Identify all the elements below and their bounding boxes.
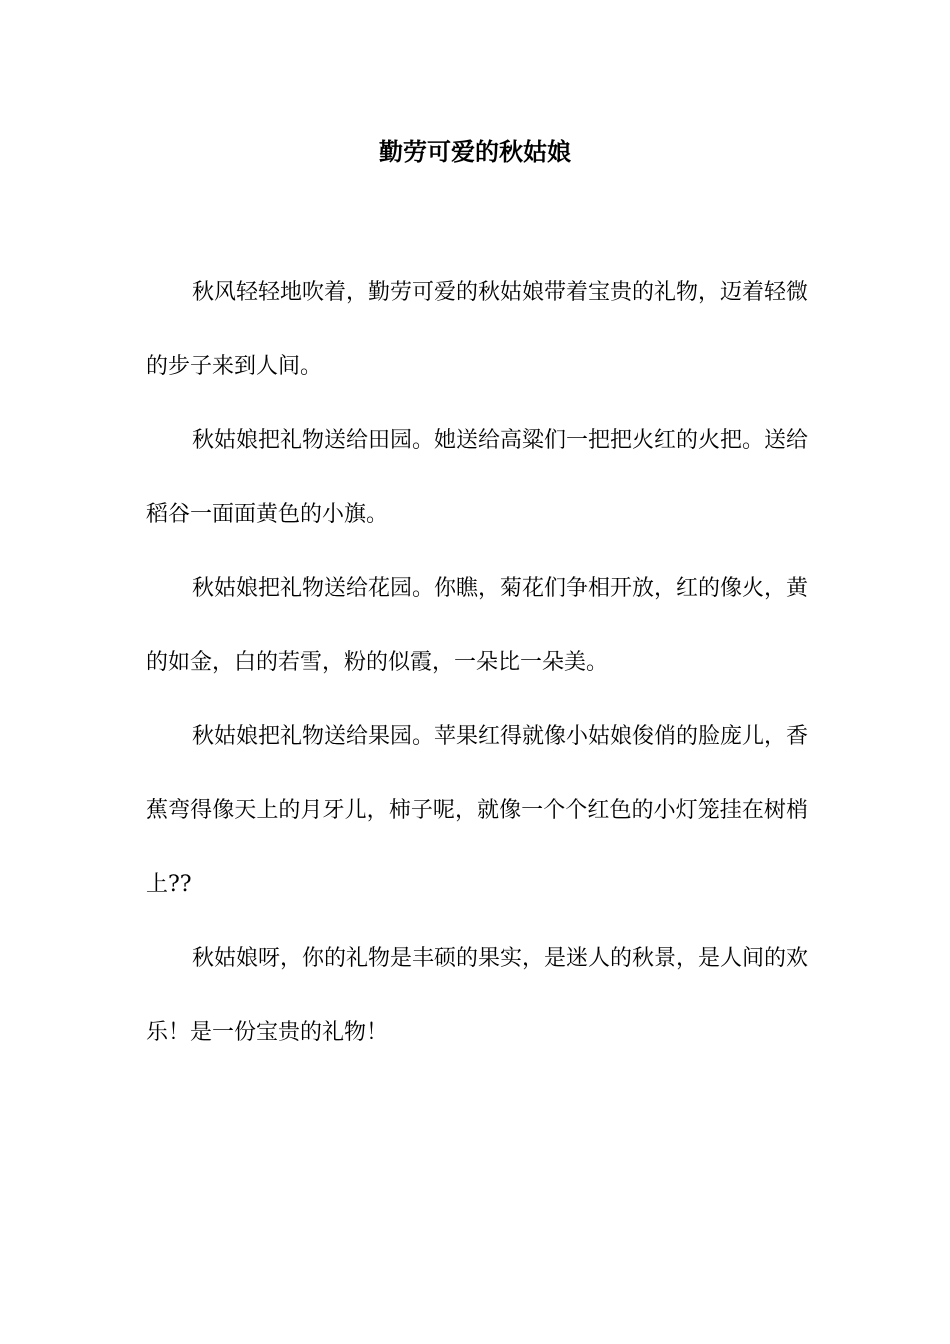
document-body	[146, 256, 808, 1070]
paragraph: 秋姑娘把礼物送给花园。你瞧，菊花们争相开放，红的像火，黄的如金，白的若雪，粉的似霞，一朵比一朵美。	[146, 576, 809, 675]
paragraph: 秋姑娘把礼物送给田园。她送给高粱们一把把火红的火把。送给稻谷一面面黄色的小旗。	[146, 428, 809, 527]
paragraph: 秋姑娘把礼物送给果园。苹果红得就像小姑娘俊俏的脸庞儿，香蕉弯得像天上的月牙儿，柿子呢，就像一个个红色的小灯笼挂在树梢上??	[146, 724, 809, 897]
document-title: 勤劳可爱的秋姑娘	[379, 138, 571, 166]
paragraph: 秋风轻轻地吹着，勤劳可爱的秋姑娘带着宝贵的礼物，迈着轻微的步子来到人间。	[146, 280, 809, 379]
paragraph: 秋姑娘呀，你的礼物是丰硕的果实，是迷人的秋景，是人间的欢乐！是一份宝贵的礼物！	[146, 946, 809, 1045]
